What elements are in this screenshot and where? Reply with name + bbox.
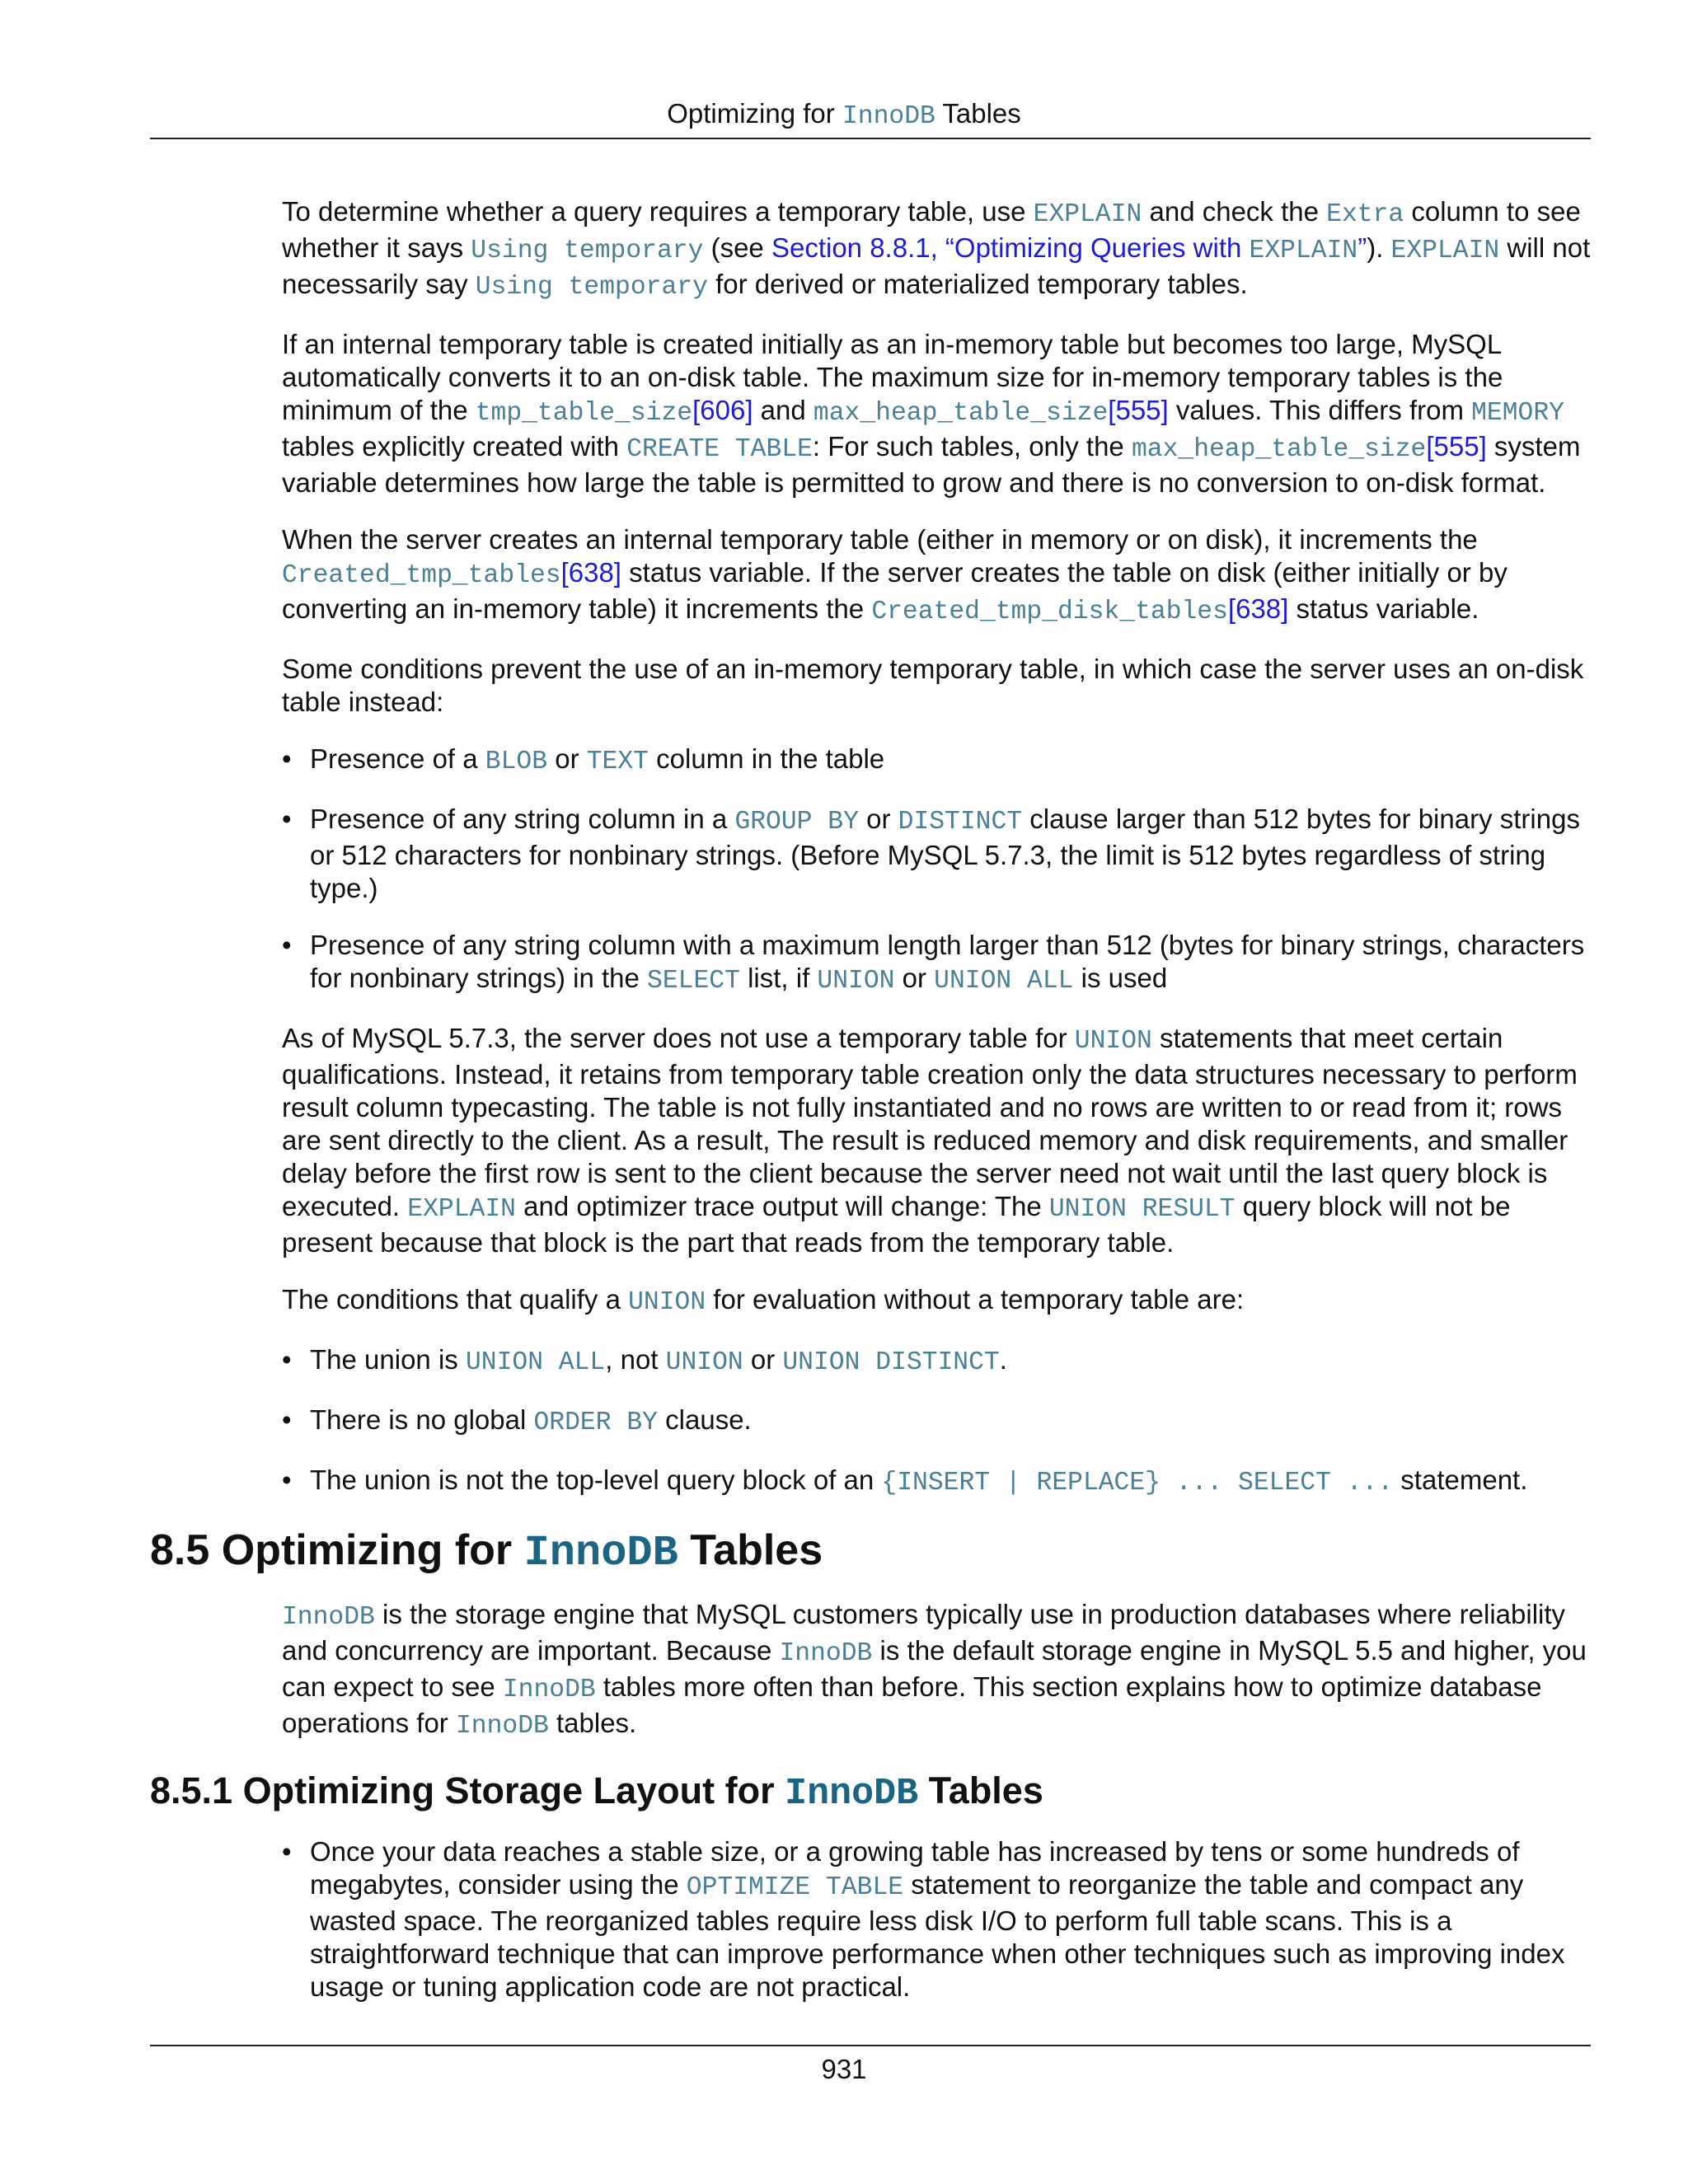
page-body	[150, 195, 1594, 2027]
bullet-mark: •	[282, 1836, 292, 1867]
code-union: UNION	[665, 1348, 743, 1377]
paragraph-temp-table-explain	[282, 195, 1594, 304]
running-header-code: InnoDB	[842, 102, 935, 131]
text: clause.	[657, 1404, 752, 1435]
text: tables explicitly created with	[282, 431, 627, 462]
text: column in the table	[648, 743, 885, 774]
ref-555-link[interactable]: [555]	[1108, 395, 1169, 425]
header-rule	[150, 138, 1591, 139]
bullet-mark: •	[282, 804, 292, 834]
text: To determine whether a query requires a temporary table, use	[282, 196, 1034, 227]
code-extra: Extra	[1326, 200, 1404, 229]
bullet-mark: •	[282, 1344, 292, 1375]
bullet-mark: •	[282, 930, 292, 960]
text: and	[753, 395, 814, 425]
list-item	[282, 803, 1594, 905]
running-header-text: Optimizing for	[667, 98, 842, 129]
heading-text-end: Tables	[678, 1526, 823, 1574]
on-disk-conditions-list	[282, 743, 1594, 998]
code-group-by: GROUP BY	[734, 808, 859, 837]
text: Presence of a	[310, 743, 485, 774]
paragraph-union-conditions	[282, 1283, 1594, 1319]
page-number: 931	[821, 2054, 867, 2084]
text: (see	[703, 232, 771, 263]
text: tables more often than before. This section explains how to optimize database operations for	[282, 1671, 1542, 1738]
running-header	[0, 96, 1688, 135]
text: or	[858, 804, 898, 834]
code-union-all: UNION ALL	[465, 1348, 606, 1377]
text: status variable. If the server creates the table on disk (either initially or by converting an in-memory table) it increments the	[282, 557, 1507, 624]
running-header-text-end: Tables	[935, 98, 1021, 129]
ref-606-link[interactable]: [606]	[692, 395, 753, 425]
text: and check the	[1142, 196, 1327, 227]
text: for derived or materialized temporary tables.	[707, 269, 1248, 299]
code-union-result: UNION RESULT	[1048, 1195, 1236, 1224]
code-innodb: InnoDB	[455, 1712, 549, 1741]
code-explain: EXPLAIN	[407, 1195, 516, 1224]
link-text: Section 8.8.1, “Optimizing Queries with	[771, 232, 1250, 263]
list-item	[282, 1464, 1594, 1500]
text: status variable.	[1288, 593, 1479, 624]
code-using-temporary: Using temporary	[471, 237, 704, 265]
text: clause larger than 512 bytes for binary strings or 512 characters for nonbinary strings. (Before MySQL 5.7.3, the limit is 512 bytes regardless of string type.)	[310, 804, 1580, 903]
code-text: TEXT	[586, 748, 649, 776]
code-union-all: UNION ALL	[934, 967, 1074, 996]
code-union-distinct: UNION DISTINCT	[782, 1348, 1000, 1377]
text: for evaluation without a temporary table are:	[706, 1284, 1245, 1315]
text: : For such tables, only the	[812, 431, 1132, 462]
heading-code: InnoDB	[523, 1529, 678, 1577]
code-explain: EXPLAIN	[1390, 237, 1500, 265]
text: system variable determines how large the table is permitted to grow and there is no conversion to on-disk format.	[282, 431, 1581, 498]
code-insert-replace-select: {INSERT | REPLACE} ... SELECT ...	[881, 1469, 1394, 1497]
text: The union is	[310, 1344, 466, 1375]
code-distinct: DISTINCT	[898, 808, 1023, 837]
bullet-mark: •	[282, 1404, 292, 1435]
text: is used	[1073, 963, 1168, 993]
ref-555-link[interactable]: [555]	[1426, 431, 1487, 462]
bullet-mark: •	[282, 743, 292, 774]
code-order-by: ORDER BY	[533, 1408, 658, 1437]
ref-638-link[interactable]: [638]	[1227, 593, 1289, 624]
code-innodb: InnoDB	[779, 1639, 873, 1668]
code-memory: MEMORY	[1471, 399, 1564, 428]
footer-rule	[150, 2045, 1591, 2046]
text: list, if	[739, 963, 818, 993]
section-heading-8-5-1	[150, 1768, 1594, 1817]
section-8-8-1-link[interactable]	[771, 232, 1367, 263]
code-explain: EXPLAIN	[1033, 200, 1142, 229]
text: ).	[1367, 232, 1391, 263]
heading-text-end: Tables	[918, 1769, 1043, 1811]
text: values. This differs from	[1168, 395, 1472, 425]
section-heading-8-5	[150, 1524, 1594, 1580]
list-item	[282, 743, 1594, 779]
paragraph-innodb-intro	[282, 1598, 1594, 1743]
link-text-end: ”	[1357, 232, 1367, 263]
code-blob: BLOB	[485, 748, 548, 776]
code-using-temporary: Using temporary	[475, 273, 708, 302]
paragraph-status-variables	[282, 523, 1594, 629]
text: statements that meet certain qualifications. Instead, it retains from temporary table creation only the data structures necessary to perform result column typecasting. The table is not fully instantiated and no rows are written to or read from it; rows are sent directly to the client. As a result, The result is reduced memory and disk requirements, and smaller delay before the first row is sent to the client because the server need not wait until the last query block is executed.	[282, 1023, 1578, 1221]
text: The conditions that qualify a	[282, 1284, 629, 1315]
text: is the default storage engine in MySQL 5.5 and higher, you can expect to see	[282, 1635, 1587, 1702]
code-create-table: CREATE TABLE	[626, 435, 813, 464]
text: or	[547, 743, 587, 774]
text: , not	[605, 1344, 666, 1375]
code-union: UNION	[1074, 1027, 1152, 1056]
text: column to see whether it says	[282, 196, 1581, 263]
code-union: UNION	[628, 1288, 706, 1317]
paragraph-conditions: Some conditions prevent the use of an in-memory temporary table, in which case the server uses an on-disk table instead:	[282, 654, 1584, 717]
text: Presence of any string column with a maximum length larger than 512 (bytes for binary strings, characters for nonbinary strings) in the	[310, 930, 1585, 993]
heading-text: 8.5.1 Optimizing Storage Layout for	[150, 1769, 785, 1811]
paragraph-union-optimization	[282, 1022, 1594, 1259]
text: will not necessarily say	[282, 232, 1591, 299]
text: tables.	[548, 1708, 637, 1738]
text: is the storage engine that MySQL customers typically use in production databases where reliability and concurrency are important. Because	[282, 1599, 1566, 1666]
ref-638-link[interactable]: [638]	[560, 557, 621, 588]
text: As of MySQL 5.7.3, the server does not use a temporary table for	[282, 1023, 1075, 1053]
text: or	[743, 1344, 783, 1375]
list-item	[282, 1343, 1594, 1380]
storage-layout-list	[282, 1835, 1594, 2004]
text: There is no global	[310, 1404, 534, 1435]
code-union: UNION	[817, 967, 895, 996]
code-max-heap-table-size: max_heap_table_size	[813, 399, 1109, 428]
code-created-tmp-disk-tables: Created_tmp_disk_tables	[871, 598, 1228, 626]
text: query block will not be present because that block is the part that reads from the temporary table.	[282, 1191, 1511, 1258]
list-item	[282, 1835, 1594, 2004]
paragraph-in-memory-size	[282, 328, 1594, 499]
link-code: EXPLAIN	[1249, 237, 1358, 265]
text: The union is not the top-level query block of an	[310, 1465, 882, 1495]
text: If an internal temporary table is created initially as an in-memory table but becomes too large, MySQL automatically converts it to an on-disk table. The maximum size for in-memory temporary tables is the minimum of the	[282, 329, 1503, 425]
text: statement to reorganize the table and compact any wasted space. The reorganized tables require less disk I/O to perform full table scans. This is a straightforward technique that can improve performance when other techniques such as improving index usage or tuning application code are not practical.	[310, 1869, 1565, 2002]
code-innodb: InnoDB	[282, 1603, 375, 1632]
list-item	[282, 929, 1594, 998]
bullet-mark: •	[282, 1465, 292, 1495]
code-innodb: InnoDB	[502, 1675, 596, 1704]
heading-text: 8.5 Optimizing for	[150, 1526, 524, 1574]
code-tmp-table-size: tmp_table_size	[475, 399, 693, 428]
text: and optimizer trace output will change: The	[515, 1191, 1049, 1221]
code-created-tmp-tables: Created_tmp_tables	[282, 561, 561, 590]
text: statement.	[1393, 1465, 1528, 1495]
text: When the server creates an internal temporary table (either in memory or on disk), it increments the	[282, 524, 1478, 555]
heading-code: InnoDB	[785, 1773, 919, 1815]
text: Presence of any string column in a	[310, 804, 735, 834]
union-conditions-list	[282, 1343, 1594, 1500]
text: .	[999, 1344, 1007, 1375]
code-optimize-table: OPTIMIZE TABLE	[686, 1873, 904, 1902]
code-select: SELECT	[647, 967, 740, 996]
text: or	[894, 963, 935, 993]
text: Once your data reaches a stable size, or a growing table has increased by tens or some hundreds of megabytes, consider using the	[310, 1836, 1520, 1900]
list-item	[282, 1404, 1594, 1440]
code-max-heap-table-size: max_heap_table_size	[1131, 435, 1427, 464]
